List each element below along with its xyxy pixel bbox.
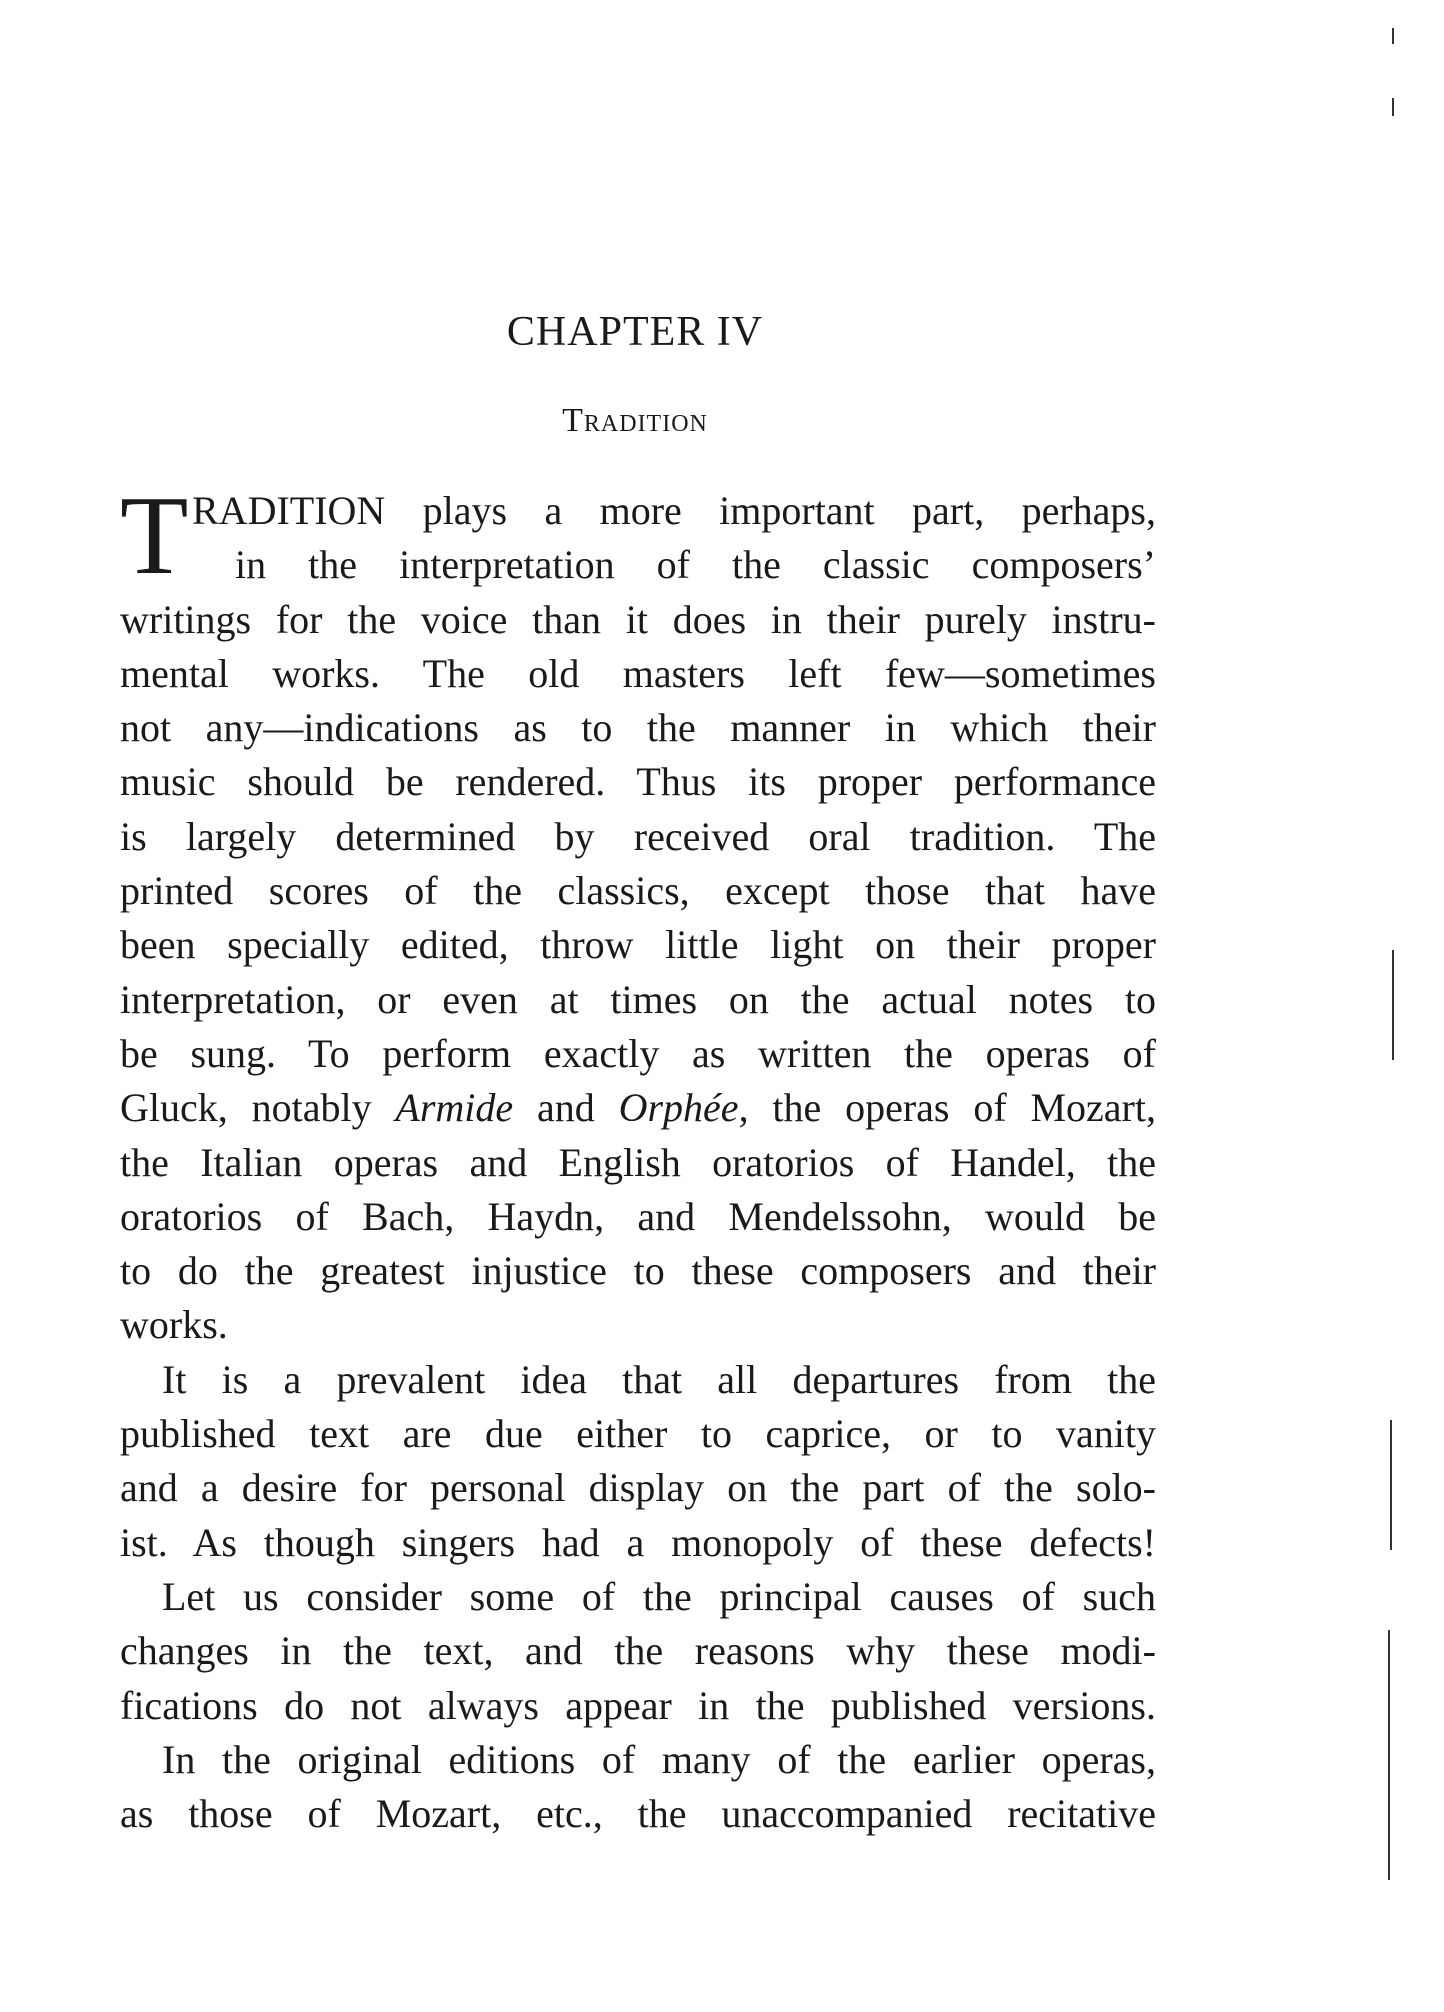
text-segment: , the operas of Mozart, xyxy=(738,1085,1156,1131)
text-segment: and xyxy=(513,1085,619,1131)
text-segment: ist. As though singers had a monopoly of these defects! xyxy=(120,1519,1156,1565)
text-segment: Let us consider some of the principal causes of such xyxy=(162,1573,1156,1619)
text-segment: writings for the voice than it does in their purely instru- xyxy=(120,596,1156,642)
text-segment: not any—indications as to the manner in which their xyxy=(120,705,1156,751)
text-segment: changes in the text, and the reasons why these modi- xyxy=(120,1628,1156,1674)
text-segment: is largely determined by received oral tradition. The xyxy=(120,813,1156,859)
text-line xyxy=(120,1461,1156,1515)
text-segment: printed scores of the classics, except those that have xyxy=(120,868,1156,914)
text-segment: interpretation, or even at times on the actual notes to xyxy=(120,976,1156,1022)
text-line xyxy=(120,755,1156,809)
text-line xyxy=(120,1624,1156,1678)
text-segment: and a desire for personal display on the part of the solo- xyxy=(120,1465,1156,1511)
text-line xyxy=(120,1136,1156,1190)
text-line xyxy=(120,701,1156,755)
text-line xyxy=(120,1081,1156,1135)
scan-artifact xyxy=(1390,1420,1392,1550)
text-segment: Gluck, notably xyxy=(120,1085,396,1131)
text-line xyxy=(120,1027,1156,1081)
text-segment: In the original editions of many of the earlier operas, xyxy=(162,1736,1156,1782)
text-line xyxy=(120,1407,1156,1461)
text-line xyxy=(120,1298,1156,1352)
scan-artifact xyxy=(1388,1630,1390,1880)
text-line xyxy=(120,593,1156,647)
text-line xyxy=(120,973,1156,1027)
text-line xyxy=(120,1733,1156,1787)
text-segment: It is a prevalent idea that all departures from the xyxy=(162,1356,1156,1402)
text-segment: music should be rendered. Thus its proper performance xyxy=(120,759,1156,805)
text-line xyxy=(120,1570,1156,1624)
scan-artifact xyxy=(1392,950,1394,1060)
chapter-heading: CHAPTER IV xyxy=(506,309,764,355)
text-line xyxy=(120,1787,1156,1841)
text-segment: to do the greatest injustice to these composers and their xyxy=(120,1248,1156,1294)
text-line xyxy=(120,810,1156,864)
text-segment: mental works. The old masters left few—sometimes xyxy=(120,650,1156,696)
body-text xyxy=(120,484,1156,1841)
text-line xyxy=(120,647,1156,701)
text-line xyxy=(120,1353,1156,1407)
section-title: Tradition xyxy=(562,402,708,439)
text-line xyxy=(120,1679,1156,1733)
drop-cap: T xyxy=(120,474,189,598)
text-line xyxy=(120,484,1156,538)
text-line xyxy=(120,1190,1156,1244)
scan-artifact xyxy=(1392,28,1394,44)
text-segment: fications do not always appear in the published versions. xyxy=(120,1682,1156,1728)
italic-title: Orphée xyxy=(618,1085,739,1131)
text-segment: published text are due either to caprice, or to vanity xyxy=(120,1411,1156,1457)
italic-title: Armide xyxy=(395,1085,514,1131)
text-line xyxy=(120,918,1156,972)
text-segment: been specially edited, throw little light on their proper xyxy=(120,922,1156,968)
text-segment: as those of Mozart, etc., the unaccompanied recitative xyxy=(120,1791,1156,1837)
text-segment: the Italian operas and English oratorios of Handel, the xyxy=(120,1139,1156,1185)
text-line xyxy=(120,1244,1156,1298)
text-line xyxy=(120,538,1156,592)
text-segment: RADITION plays a more important part, perhaps, xyxy=(192,488,1156,533)
text-line xyxy=(120,864,1156,918)
text-segment: be sung. To perform exactly as written the operas of xyxy=(120,1030,1156,1076)
scan-artifact xyxy=(1392,98,1394,116)
text-segment: works. xyxy=(120,1302,228,1348)
text-segment: in the interpretation of the classic composers’ xyxy=(235,542,1156,588)
text-line xyxy=(120,1516,1156,1570)
text-segment: oratorios of Bach, Haydn, and Mendelssohn, would be xyxy=(120,1193,1156,1239)
